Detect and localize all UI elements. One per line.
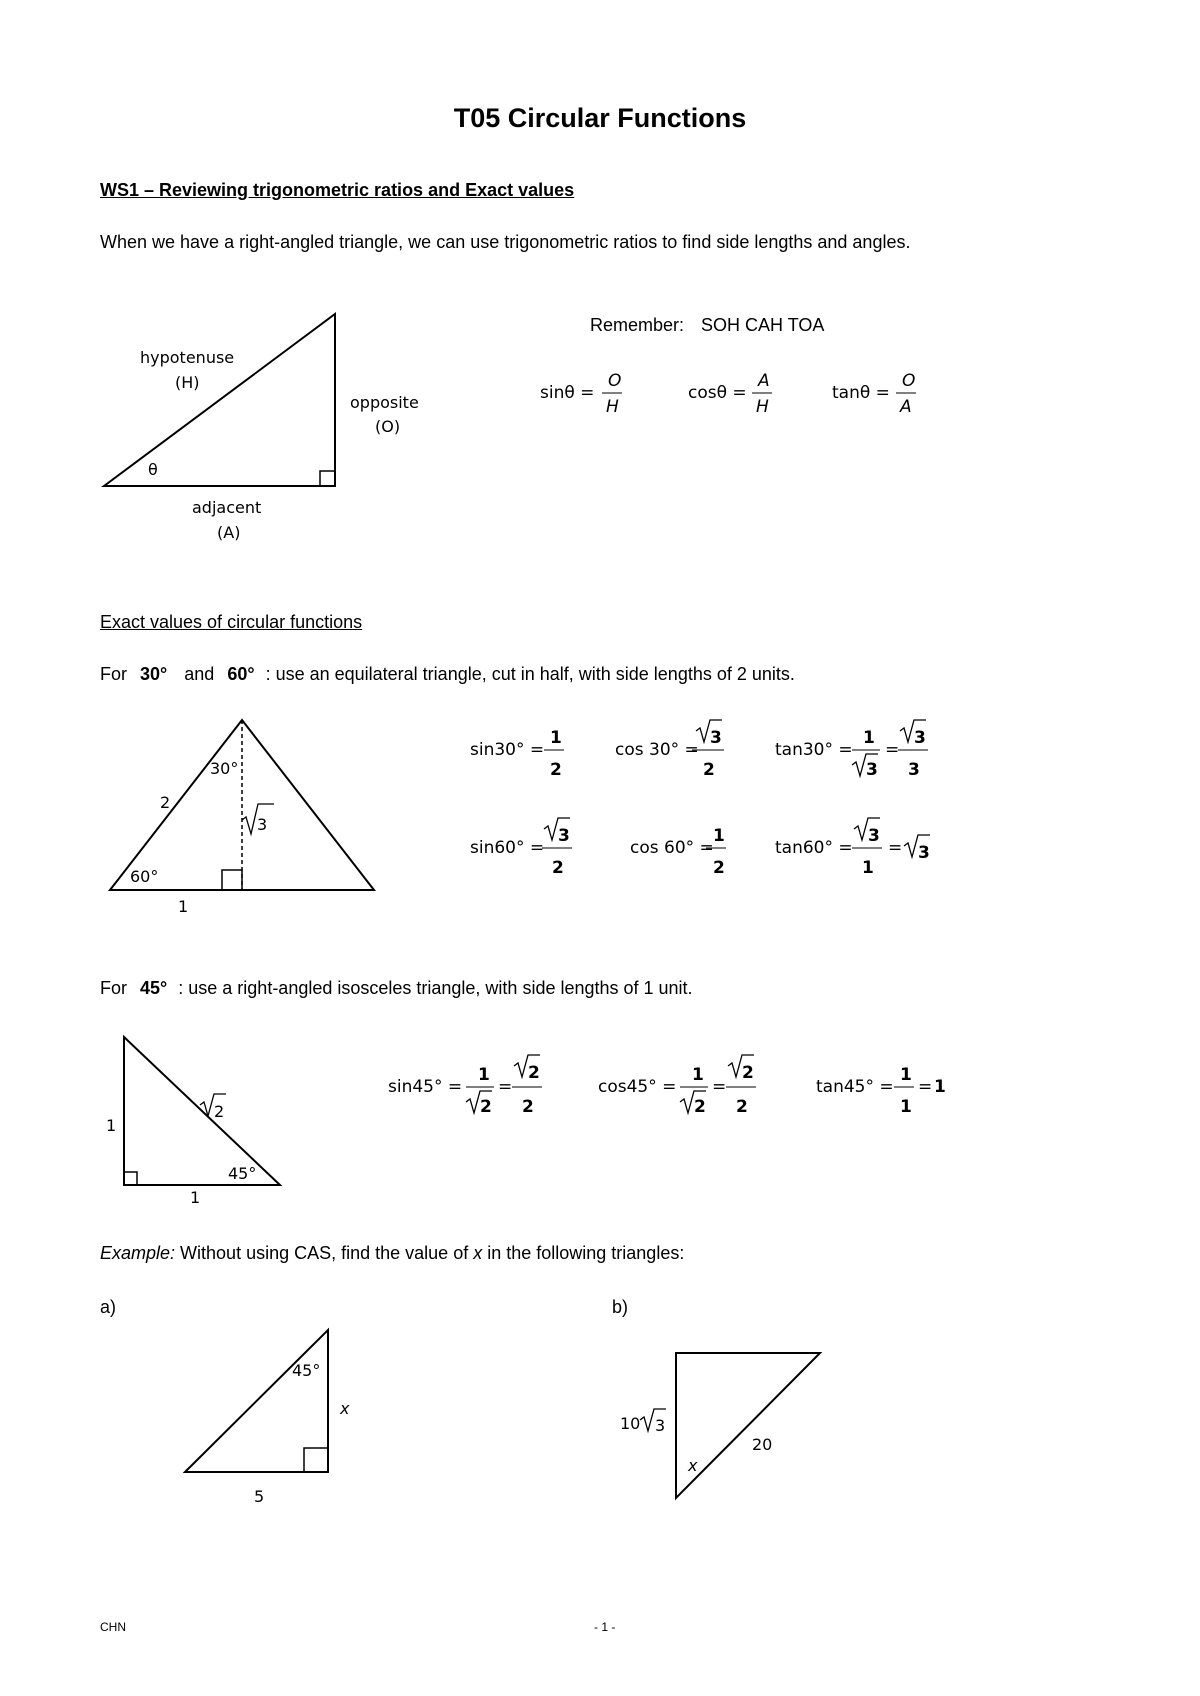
example-text-a: Without using CAS, find the value of [175, 1243, 474, 1263]
sin45-d2: 2 [522, 1097, 534, 1117]
line-30-60 [100, 664, 795, 685]
base-1-label: 1 [190, 1188, 201, 1205]
sin45-n2: 2 [528, 1063, 540, 1083]
right-angle-marker [304, 1448, 328, 1472]
tan60-num: 3 [868, 826, 880, 846]
cos60-den: 2 [713, 858, 725, 878]
angle-30: 30° [140, 664, 168, 684]
tan45-lhs: tan45° = [816, 1077, 894, 1097]
tan30-eq: = [885, 740, 900, 760]
sin60-num: 3 [558, 826, 570, 846]
right-isosceles-triangle [124, 1037, 280, 1185]
angle-45-label: 45° [292, 1361, 321, 1380]
sin45-n1: 1 [478, 1065, 490, 1085]
part-b-label: b) [612, 1297, 629, 1317]
cos30-lhs: cos 30° = [615, 740, 699, 760]
right-triangle [104, 314, 335, 486]
tan30-n1: 1 [863, 728, 875, 748]
cos-definition-lhs: cosθ = [688, 383, 747, 403]
trig-ratio-definitions [520, 360, 940, 430]
cos45-lhs: cos45° = [598, 1077, 677, 1097]
line-45-pre: For [100, 978, 127, 998]
example-text [100, 1243, 684, 1264]
tan45-num: 1 [900, 1065, 912, 1085]
part-a-label: a) [100, 1297, 117, 1317]
exact-values-30-60 [460, 715, 980, 895]
exact-values-heading: Exact values of circular functions [100, 612, 363, 632]
opposite-label: opposite [350, 393, 419, 412]
line-30-60-and: and [184, 664, 215, 684]
example-var: x [473, 1243, 483, 1263]
remember-line [590, 315, 824, 336]
side-coef-label: 10 [620, 1414, 641, 1433]
section-heading: WS1 – Reviewing trigonometric ratios and Exact values [100, 180, 575, 200]
angle-45: 45° [140, 978, 168, 998]
cos30-den: 2 [703, 760, 715, 780]
cos30-num: 3 [710, 728, 722, 748]
equilateral-triangle-figure [90, 710, 390, 920]
cos-denominator: H [756, 397, 769, 417]
isosceles-triangle-figure [90, 1025, 310, 1205]
footer-author: CHN [100, 1620, 126, 1634]
cos60-lhs: cos 60° = [630, 838, 714, 858]
hyp-root2-label: 2 [214, 1102, 225, 1121]
height-root3-label: 3 [257, 815, 268, 834]
hypotenuse-label: hypotenuse [140, 348, 235, 367]
angle-x-label: x [688, 1456, 698, 1475]
example-b-triangle [676, 1353, 820, 1498]
tan-definition-lhs: tanθ = [832, 383, 890, 403]
tan60-den: 1 [862, 858, 874, 878]
adjacent-abbr: (A) [217, 523, 241, 542]
cos45-n1: 1 [692, 1065, 704, 1085]
sin45-eq: = [498, 1077, 513, 1097]
example-b-figure [600, 1340, 840, 1510]
base-5-label: 5 [254, 1487, 265, 1506]
right-angle-marker [320, 471, 335, 486]
hyp-20-label: 20 [752, 1435, 773, 1454]
tan30-d2: 3 [908, 760, 920, 780]
side-root3-label: 3 [655, 1416, 666, 1435]
angle-60: 60° [227, 664, 255, 684]
example-label: Example: [100, 1243, 176, 1263]
remember-label: Remember: [590, 315, 685, 335]
tan60-lhs: tan60° = [775, 838, 853, 858]
example-a-triangle [185, 1330, 328, 1472]
sin60-lhs: sin60° = [470, 838, 545, 858]
opposite-abbr: (O) [375, 417, 401, 436]
line-45 [100, 978, 693, 999]
sin45-lhs: sin45° = [388, 1077, 463, 1097]
angle-30-label: 30° [210, 759, 239, 778]
sin30-den: 2 [550, 760, 562, 780]
base-1-label: 1 [178, 897, 189, 916]
angle-60-label: 60° [130, 867, 159, 886]
example-a-figure [170, 1320, 390, 1510]
hypotenuse-2-label: 2 [160, 793, 171, 812]
sin45-d1: 2 [480, 1097, 492, 1117]
cos-numerator: A [758, 371, 770, 391]
tan45-den: 1 [900, 1097, 912, 1117]
side-1-label: 1 [106, 1116, 117, 1135]
right-angle-marker [124, 1172, 137, 1185]
sin-numerator: O [608, 371, 622, 391]
tan60-eq: = [888, 838, 903, 858]
line-30-60-pre: For [100, 664, 127, 684]
page-title: T05 Circular Functions [453, 103, 747, 133]
sin30-lhs: sin30° = [470, 740, 545, 760]
sin-denominator: H [606, 397, 619, 417]
line-45-post: : use a right-angled isosceles triangle, with side lengths of 1 unit. [178, 978, 693, 998]
mnemonic: SOH CAH TOA [701, 315, 825, 335]
tan30-d1: 3 [866, 760, 878, 780]
cos45-d1: 2 [694, 1097, 706, 1117]
page-number: - 1 - [594, 1620, 616, 1634]
cos60-num: 1 [713, 826, 725, 846]
sin60-den: 2 [552, 858, 564, 878]
sin30-num: 1 [550, 728, 562, 748]
tan30-n2: 3 [914, 728, 926, 748]
tan30-lhs: tan30° = [775, 740, 853, 760]
exact-values-45 [380, 1050, 980, 1130]
adjacent-label: adjacent [192, 498, 262, 517]
right-angle-marker [222, 870, 242, 890]
sin-definition-lhs: sinθ = [540, 383, 595, 403]
tan60-res: 3 [918, 843, 930, 863]
tan45-eq: = [918, 1077, 933, 1097]
sohcahtoa-triangle-figure [0, 280, 460, 550]
angle-45-label: 45° [228, 1164, 257, 1183]
cos45-eq: = [712, 1077, 727, 1097]
line-30-60-post: : use an equilateral triangle, cut in half, with side lengths of 2 units. [265, 664, 795, 684]
hypotenuse-abbr: (H) [175, 373, 200, 392]
example-text-b: in the following triangles: [482, 1243, 685, 1263]
tan45-res: 1 [934, 1077, 946, 1097]
cos45-d2: 2 [736, 1097, 748, 1117]
intro-text: When we have a right-angled triangle, we can use trigonometric ratios to find side lengths and angles. [100, 232, 911, 252]
theta-label: θ [148, 460, 158, 479]
tan-numerator: O [902, 371, 916, 391]
cos45-n2: 2 [742, 1063, 754, 1083]
side-x-label: x [340, 1399, 350, 1418]
tan-denominator: A [900, 397, 912, 417]
